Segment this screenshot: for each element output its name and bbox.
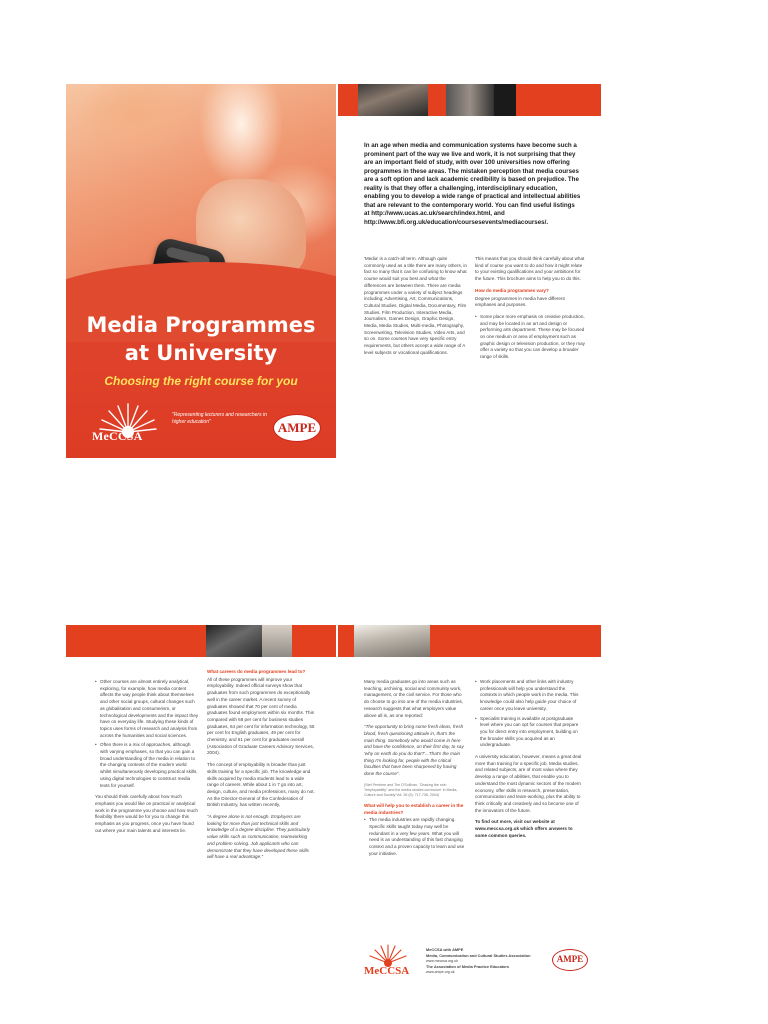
meccsa-logo-text: MeCCSA [364,965,410,977]
header-photo-camera [206,625,262,657]
ampe-logo-text: AMPE [277,420,317,435]
cbi-quote: "A degree alone is not enough. Employers are looking for more than just technical skills and knowledge of a degree discipline. They particularly value skills such as communication, teamworking and problem solving. Job applicants who can demonstrate that they have developed these skills will have a real advantage." [207,814,310,860]
section-heading-careers: What careers do media programmes lead to? [207,669,306,674]
approaches-list [95,679,199,789]
footer-line1: MeCCSA with AMPE [426,947,464,952]
page2-column-right [207,667,315,866]
variety-list [475,314,585,361]
page3-column-left [364,679,466,862]
list-item: • The media industries are rapidly changing. Specific skills taught today may well be redundant in a very few years. What you will need is an understanding of this fast changing context and a proven capacity to learn and use your initiative. [369,817,466,857]
cover-subtitle: Choosing the right course for you [104,374,298,388]
section-heading-establish-career: What will help you to establish a career in the media industries? [364,802,464,815]
ampe-logo [273,414,321,442]
footer-line3: www.meccsa.org.uk [426,959,458,963]
meccsa-logo-text: MeCCSA [92,429,143,443]
header-photo-keyboard [358,84,428,116]
careers-page [66,625,336,1002]
university-education-paragraph: A university education, however, means a great deal more than training for a specific job. Media studies, and related subjects, are of most value where they develop a range of abilities, that enable you to understand the most dynamic sectors of the modern economy, offer skills in research, presentation, communication and team-working, plus the ability to think critically and creatively and so become one of the innovators of the future. [475,754,582,813]
page2-column-left [95,679,199,839]
degree-emphases-paragraph: Degree programmes in media have different emphases and purposes. [475,295,565,308]
intro-page [338,84,601,458]
section-heading-vary: How do media programmes vary? [475,287,549,293]
header-photo-dark [494,84,516,116]
brochure-cover [66,84,336,458]
page1-column-right [475,256,585,366]
header-photo-newspapers [354,625,430,657]
page3-column-right [475,679,582,844]
cover-title-line2: at University [124,341,278,365]
think-carefully-paragraph: This means that you should think carefully about what kind of course you want to do and how it might relate to your existing qualifications and your ambitions for the future. This brochure aims to help you to do this. [475,256,585,282]
media-definition-paragraph: 'Media' is a catch-all term. Although quite commonly used as a title there are many others, in fact so many that it can be confusing to know what course would suit you best and what the differences are between them. There are media programmes under a variety of subject headings including; Advertising, Art, Communications, Cultural Studies, Digital Media, Documentary, Film Studies, Film Production, Interactive Media, Journalism, Games Design, Graphic Design, Media, Media Studies, Multi-media, Photography, Screenwriting, Television Studies, Video Arts, and so on. Some courses have very specific entry requirements, but others accept a wide range of A level subjects or vocational qualifications. [364,256,467,355]
ampe-logo [552,949,588,971]
graduates-paragraph: Many media graduates go into areas such as teaching, archiving, social and community work, management, or the civil service. For those who do choose to go into one of the media industries, research suggests that what employers value above all is, as one reported: [364,679,464,718]
intro-paragraph: In an age when media and communication systems have become such a prominent part of the way we live and work, it is not surprising that they are an important field of study, with over 100 universities now offering programmes in these areas. The mistaken perception that media courses are a soft option and lack academic credibility is based on prejudice. The reality is that they offer a challenging, interdisciplinary education, enabling you to develop a wide range of practical and intellectual abilities that are relevant to the contemporary world. You can find useful listings at http://www.ucas.ac.uk/search/index.html, and http://www.bfi.org.uk/education/coursesevents/mediacourses/. [364,142,581,226]
industries-list [364,817,466,857]
list-item: • Specialist training is available at postgraduate level where you can opt for courses that prepare you for direct entry into employment, building on the broader skills you acquired as an undergraduate. [480,716,582,750]
ampe-logo-text: AMPE [556,954,584,964]
list-item: • Some place more emphasis on creative production, and may be located in an art and design or performing arts department. These may be focused on one medium or area of employment such as graphic design or television production, or they may offer a variety so that you can develop a broader range of skills. [480,314,585,361]
list-item: • Work placements and other links with industry professionals will help you understand the contexts in which people work in the media. This knowledge could also help guide your choice of career once you leave university. [480,679,582,713]
header-photo-light [262,625,292,657]
footer-line5: www.ampe.org.uk [426,970,455,974]
emphasis-paragraph: You should think carefully about how much emphasis you would like on practical or analytical work in the programme you choose and how much flexibility there would be for you to change this emphasis as you progress, once you have found out where your main talents and interests lie. [95,794,198,833]
find-out-more-paragraph: To find out more, visit our website at www.meccsa.org.uk which offers answers to some common queries. [475,819,573,838]
header-photo-microphone [446,84,494,116]
page-header-banner [66,625,336,657]
employer-quote: "The opportunity to bring some fresh ideas, fresh blood, fresh questioning attitude in, that's the main thing. Somebody who would come in here and have the confidence, on their first day, to say 'why on earth do you do that?'...That's the main thing I'm looking for, people with the critical faculties that have been sharpened by having done the course". [364,724,464,777]
quote-source: (Stef Penhere and Tim O'Sullivan, 'Chasing the role: "employability" and the media studies curriculum' in Media, Culture and Society Vol. 26 (5): 717-736, 2004) [364,782,458,797]
employability-concept-paragraph: The concept of employability is broader than just skills training for a specific job. The knowledge and skills acquired by media students lead to a wide range of careers. While about 1 in 7 go into art, design, culture, and media professions, many do not. As the Director-General of the Confederation of British Industry, has written recently, [207,762,315,808]
industries-page [338,625,601,1002]
cover-quote: "Representing lecturers and researchers in higher education" [172,412,267,425]
cover-title-line1: Media Programmes [86,313,316,337]
placements-list [475,679,582,749]
footer-association-text [426,947,546,975]
list-item: • Often there is a mix of approaches, although with varying emphases, so that you can gain a broad understanding of the media in relation to the changing contexts of the modern world whilst simultaneously developing practical skills, using digital technologies to construct media texts for yourself. [100,742,199,789]
page1-column-left [364,256,468,362]
footer-logos [364,943,586,979]
list-item: • Other courses are almost entirely analytical, exploring, for example, how media content affects the way people think about themselves and other social groups, cultural changes such as globalisation and consumerism, or technological developments and the impact they have on everyday life. Studying these kinds of topics uses forms of research and analysis from across the humanities and social sciences. [100,679,199,739]
footer-line4: The Association of Media Practice Educators [426,964,510,969]
employability-paragraph: All of these programmes will improve your employability. Indeed official surveys show that graduates from such programmes do exceptionally well in the career market. A recent survey of graduates showed that 70 per cent of media graduates found employment within six months. This compared with 68 per cent for business studies graduates, 64 per cent for information technology, 55 per cent for English graduates, 49 per cent for chemistry, and 61 per cent for graduates overall (Association of Graduate Careers Advisory Services, 2004). [207,676,315,756]
footer-line2: Media, Communication and Cultural Studies Association [426,953,531,958]
